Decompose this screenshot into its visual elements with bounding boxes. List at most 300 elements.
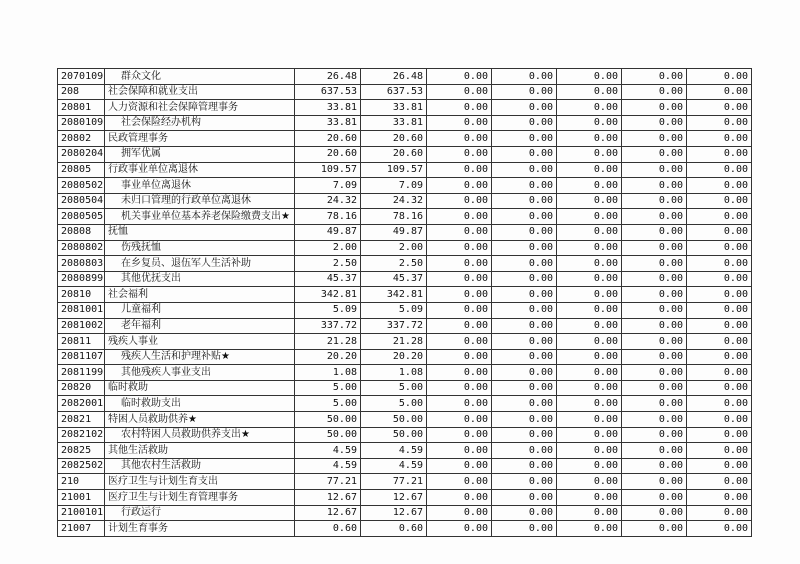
amount-cell: 0.00 xyxy=(492,318,557,334)
amount-cell: 0.00 xyxy=(557,287,622,303)
amount-cell: 0.00 xyxy=(427,380,492,396)
amount-cell: 2.50 xyxy=(295,256,361,272)
amount-cell: 0.00 xyxy=(557,224,622,240)
amount-cell: 0.00 xyxy=(557,302,622,318)
amount-cell: 0.00 xyxy=(427,100,492,116)
subject-code-cell: 2081002 xyxy=(58,318,105,334)
amount-cell: 0.00 xyxy=(427,349,492,365)
amount-cell: 50.00 xyxy=(361,427,427,443)
amount-cell: 0.60 xyxy=(295,521,361,537)
amount-cell: 342.81 xyxy=(361,287,427,303)
amount-cell: 49.87 xyxy=(361,224,427,240)
amount-cell: 5.00 xyxy=(361,380,427,396)
amount-cell: 0.00 xyxy=(687,380,752,396)
subject-code-cell: 2070109 xyxy=(58,69,105,85)
subject-name-cell: 群众文化 xyxy=(105,69,295,85)
amount-cell: 21.28 xyxy=(295,334,361,350)
amount-cell: 0.00 xyxy=(557,178,622,194)
subject-code-cell: 2080899 xyxy=(58,271,105,287)
amount-cell: 33.81 xyxy=(295,115,361,131)
table-row xyxy=(58,146,752,162)
amount-cell: 0.00 xyxy=(557,396,622,412)
table-row xyxy=(58,69,752,85)
subject-code-cell: 20811 xyxy=(58,334,105,350)
amount-cell: 0.00 xyxy=(687,412,752,428)
subject-code-cell: 2081199 xyxy=(58,365,105,381)
amount-cell: 24.32 xyxy=(295,193,361,209)
amount-cell: 0.00 xyxy=(492,287,557,303)
amount-cell: 0.00 xyxy=(687,365,752,381)
subject-name-cell: 社会福利 xyxy=(105,287,295,303)
subject-code-cell: 21007 xyxy=(58,521,105,537)
amount-cell: 0.00 xyxy=(622,427,687,443)
amount-cell: 0.00 xyxy=(427,443,492,459)
subject-code-cell: 2082102 xyxy=(58,427,105,443)
table-row xyxy=(58,131,752,147)
amount-cell: 0.00 xyxy=(492,427,557,443)
amount-cell: 0.00 xyxy=(622,146,687,162)
subject-name-cell: 其他优抚支出 xyxy=(105,271,295,287)
amount-cell: 0.00 xyxy=(687,318,752,334)
subject-code-cell: 2082001 xyxy=(58,396,105,412)
amount-cell: 0.00 xyxy=(557,474,622,490)
table-row xyxy=(58,318,752,334)
amount-cell: 0.00 xyxy=(492,505,557,521)
subject-code-cell: 2100101 xyxy=(58,505,105,521)
amount-cell: 0.00 xyxy=(492,131,557,147)
subject-code-cell: 210 xyxy=(58,474,105,490)
amount-cell: 0.00 xyxy=(622,521,687,537)
amount-cell: 0.00 xyxy=(687,146,752,162)
subject-name-cell: 机关事业单位基本养老保险缴费支出★ xyxy=(105,209,295,225)
amount-cell: 0.00 xyxy=(622,69,687,85)
amount-cell: 0.00 xyxy=(622,474,687,490)
table-row xyxy=(58,178,752,194)
table-row xyxy=(58,396,752,412)
amount-cell: 0.00 xyxy=(427,334,492,350)
table-row xyxy=(58,458,752,474)
subject-code-cell: 20810 xyxy=(58,287,105,303)
subject-code-cell: 2080803 xyxy=(58,256,105,272)
table-row xyxy=(58,224,752,240)
amount-cell: 0.00 xyxy=(427,240,492,256)
amount-cell: 0.00 xyxy=(427,131,492,147)
amount-cell: 0.00 xyxy=(687,271,752,287)
amount-cell: 26.48 xyxy=(295,69,361,85)
subject-name-cell: 儿童福利 xyxy=(105,302,295,318)
amount-cell: 0.00 xyxy=(622,318,687,334)
amount-cell: 0.00 xyxy=(687,505,752,521)
subject-code-cell: 2082502 xyxy=(58,458,105,474)
amount-cell: 4.59 xyxy=(295,458,361,474)
subject-name-cell: 农村特困人员救助供养支出★ xyxy=(105,427,295,443)
amount-cell: 0.00 xyxy=(622,162,687,178)
amount-cell: 20.60 xyxy=(361,146,427,162)
amount-cell: 20.60 xyxy=(361,131,427,147)
amount-cell: 0.00 xyxy=(687,427,752,443)
amount-cell: 77.21 xyxy=(361,474,427,490)
amount-cell: 33.81 xyxy=(295,100,361,116)
subject-code-cell: 20801 xyxy=(58,100,105,116)
amount-cell: 0.00 xyxy=(427,224,492,240)
amount-cell: 337.72 xyxy=(295,318,361,334)
amount-cell: 0.00 xyxy=(492,443,557,459)
amount-cell: 109.57 xyxy=(361,162,427,178)
amount-cell: 20.60 xyxy=(295,131,361,147)
amount-cell: 0.00 xyxy=(427,505,492,521)
amount-cell: 0.00 xyxy=(427,396,492,412)
subject-code-cell: 2080204 xyxy=(58,146,105,162)
amount-cell: 1.08 xyxy=(361,365,427,381)
amount-cell: 0.00 xyxy=(622,349,687,365)
subject-name-cell: 在乡复员、退伍军人生活补助 xyxy=(105,256,295,272)
subject-code-cell: 208 xyxy=(58,84,105,100)
subject-name-cell: 伤残抚恤 xyxy=(105,240,295,256)
amount-cell: 0.00 xyxy=(687,287,752,303)
amount-cell: 0.00 xyxy=(687,302,752,318)
subject-name-cell: 未归口管理的行政单位离退休 xyxy=(105,193,295,209)
amount-cell: 0.00 xyxy=(557,193,622,209)
subject-name-cell: 行政运行 xyxy=(105,505,295,521)
subject-name-cell: 行政事业单位离退休 xyxy=(105,162,295,178)
amount-cell: 0.00 xyxy=(427,256,492,272)
amount-cell: 0.00 xyxy=(492,100,557,116)
amount-cell: 0.00 xyxy=(492,115,557,131)
amount-cell: 0.00 xyxy=(557,256,622,272)
amount-cell: 0.00 xyxy=(622,115,687,131)
subject-code-cell: 20805 xyxy=(58,162,105,178)
amount-cell: 0.00 xyxy=(687,69,752,85)
table-row xyxy=(58,334,752,350)
amount-cell: 50.00 xyxy=(361,412,427,428)
amount-cell: 0.00 xyxy=(622,209,687,225)
subject-name-cell: 人力资源和社会保障管理事务 xyxy=(105,100,295,116)
table-row xyxy=(58,490,752,506)
amount-cell: 0.00 xyxy=(557,334,622,350)
amount-cell: 20.20 xyxy=(361,349,427,365)
amount-cell: 49.87 xyxy=(295,224,361,240)
subject-code-cell: 2081107 xyxy=(58,349,105,365)
table-row xyxy=(58,84,752,100)
subject-name-cell: 社会保障和就业支出 xyxy=(105,84,295,100)
amount-cell: 0.00 xyxy=(557,349,622,365)
table-row xyxy=(58,380,752,396)
amount-cell: 0.00 xyxy=(687,209,752,225)
amount-cell: 0.00 xyxy=(492,396,557,412)
amount-cell: 77.21 xyxy=(295,474,361,490)
amount-cell: 0.00 xyxy=(622,271,687,287)
amount-cell: 0.00 xyxy=(557,318,622,334)
amount-cell: 0.00 xyxy=(687,521,752,537)
subject-name-cell: 拥军优属 xyxy=(105,146,295,162)
amount-cell: 78.16 xyxy=(295,209,361,225)
amount-cell: 0.00 xyxy=(427,209,492,225)
amount-cell: 24.32 xyxy=(361,193,427,209)
amount-cell: 12.67 xyxy=(295,490,361,506)
amount-cell: 0.00 xyxy=(427,318,492,334)
table-row xyxy=(58,271,752,287)
subject-name-cell: 计划生育事务 xyxy=(105,521,295,537)
amount-cell: 0.00 xyxy=(622,240,687,256)
subject-code-cell: 20808 xyxy=(58,224,105,240)
amount-cell: 0.00 xyxy=(557,209,622,225)
amount-cell: 4.59 xyxy=(361,458,427,474)
amount-cell: 0.00 xyxy=(687,474,752,490)
subject-code-cell: 2080802 xyxy=(58,240,105,256)
table-row xyxy=(58,302,752,318)
amount-cell: 0.00 xyxy=(622,178,687,194)
amount-cell: 0.00 xyxy=(687,396,752,412)
amount-cell: 7.09 xyxy=(295,178,361,194)
subject-code-cell: 21001 xyxy=(58,490,105,506)
amount-cell: 0.00 xyxy=(687,334,752,350)
budget-table-body xyxy=(58,69,752,537)
subject-name-cell: 抚恤 xyxy=(105,224,295,240)
subject-name-cell: 其他农村生活救助 xyxy=(105,458,295,474)
amount-cell: 0.00 xyxy=(687,256,752,272)
subject-code-cell: 2080109 xyxy=(58,115,105,131)
amount-cell: 0.00 xyxy=(492,490,557,506)
amount-cell: 20.60 xyxy=(295,146,361,162)
amount-cell: 0.00 xyxy=(492,69,557,85)
amount-cell: 0.00 xyxy=(427,178,492,194)
amount-cell: 50.00 xyxy=(295,412,361,428)
amount-cell: 342.81 xyxy=(295,287,361,303)
table-row xyxy=(58,193,752,209)
amount-cell: 0.00 xyxy=(622,505,687,521)
amount-cell: 26.48 xyxy=(361,69,427,85)
subject-code-cell: 2081001 xyxy=(58,302,105,318)
amount-cell: 0.00 xyxy=(557,115,622,131)
amount-cell: 20.20 xyxy=(295,349,361,365)
amount-cell: 0.00 xyxy=(427,427,492,443)
subject-name-cell: 残疾人生活和护理补贴★ xyxy=(105,349,295,365)
amount-cell: 0.00 xyxy=(687,240,752,256)
subject-code-cell: 2080505 xyxy=(58,209,105,225)
amount-cell: 0.00 xyxy=(687,131,752,147)
subject-name-cell: 老年福利 xyxy=(105,318,295,334)
amount-cell: 0.00 xyxy=(492,224,557,240)
amount-cell: 0.00 xyxy=(687,349,752,365)
amount-cell: 0.00 xyxy=(427,287,492,303)
amount-cell: 0.00 xyxy=(492,412,557,428)
subject-name-cell: 特困人员救助供养★ xyxy=(105,412,295,428)
amount-cell: 0.00 xyxy=(557,365,622,381)
amount-cell: 0.00 xyxy=(492,302,557,318)
amount-cell: 0.00 xyxy=(622,131,687,147)
table-row xyxy=(58,287,752,303)
amount-cell: 0.00 xyxy=(492,380,557,396)
amount-cell: 0.00 xyxy=(492,521,557,537)
amount-cell: 0.00 xyxy=(687,162,752,178)
subject-code-cell: 20821 xyxy=(58,412,105,428)
amount-cell: 0.00 xyxy=(557,412,622,428)
subject-code-cell: 2080504 xyxy=(58,193,105,209)
amount-cell: 5.09 xyxy=(295,302,361,318)
amount-cell: 0.00 xyxy=(427,458,492,474)
table-row xyxy=(58,256,752,272)
amount-cell: 0.00 xyxy=(557,131,622,147)
amount-cell: 0.00 xyxy=(557,490,622,506)
amount-cell: 0.00 xyxy=(492,365,557,381)
amount-cell: 45.37 xyxy=(361,271,427,287)
amount-cell: 78.16 xyxy=(361,209,427,225)
amount-cell: 2.50 xyxy=(361,256,427,272)
subject-name-cell: 临时救助 xyxy=(105,380,295,396)
amount-cell: 12.67 xyxy=(361,490,427,506)
amount-cell: 0.00 xyxy=(622,100,687,116)
amount-cell: 0.00 xyxy=(687,458,752,474)
amount-cell: 5.00 xyxy=(361,396,427,412)
budget-table xyxy=(57,68,752,537)
amount-cell: 0.00 xyxy=(622,365,687,381)
subject-name-cell: 医疗卫生与计划生育管理事务 xyxy=(105,490,295,506)
amount-cell: 0.00 xyxy=(557,100,622,116)
amount-cell: 2.00 xyxy=(361,240,427,256)
subject-name-cell: 其他生活救助 xyxy=(105,443,295,459)
amount-cell: 2.00 xyxy=(295,240,361,256)
table-row xyxy=(58,100,752,116)
amount-cell: 21.28 xyxy=(361,334,427,350)
table-row xyxy=(58,521,752,537)
amount-cell: 0.00 xyxy=(492,474,557,490)
amount-cell: 0.00 xyxy=(687,443,752,459)
amount-cell: 0.00 xyxy=(557,458,622,474)
amount-cell: 337.72 xyxy=(361,318,427,334)
amount-cell: 1.08 xyxy=(295,365,361,381)
amount-cell: 0.00 xyxy=(557,443,622,459)
amount-cell: 0.00 xyxy=(427,521,492,537)
table-row xyxy=(58,240,752,256)
subject-name-cell: 民政管理事务 xyxy=(105,131,295,147)
subject-name-cell: 事业单位离退休 xyxy=(105,178,295,194)
amount-cell: 0.00 xyxy=(622,84,687,100)
amount-cell: 33.81 xyxy=(361,100,427,116)
amount-cell: 0.00 xyxy=(622,193,687,209)
amount-cell: 0.00 xyxy=(492,178,557,194)
amount-cell: 45.37 xyxy=(295,271,361,287)
table-row xyxy=(58,474,752,490)
amount-cell: 0.00 xyxy=(492,271,557,287)
amount-cell: 50.00 xyxy=(295,427,361,443)
amount-cell: 109.57 xyxy=(295,162,361,178)
table-row xyxy=(58,115,752,131)
amount-cell: 0.00 xyxy=(557,380,622,396)
subject-name-cell: 社会保险经办机构 xyxy=(105,115,295,131)
amount-cell: 0.00 xyxy=(427,69,492,85)
amount-cell: 12.67 xyxy=(295,505,361,521)
amount-cell: 0.00 xyxy=(427,115,492,131)
amount-cell: 0.00 xyxy=(622,412,687,428)
amount-cell: 5.00 xyxy=(295,380,361,396)
amount-cell: 0.00 xyxy=(557,505,622,521)
amount-cell: 0.00 xyxy=(492,162,557,178)
amount-cell: 0.00 xyxy=(492,349,557,365)
amount-cell: 0.00 xyxy=(557,427,622,443)
amount-cell: 0.00 xyxy=(427,365,492,381)
amount-cell: 0.00 xyxy=(622,334,687,350)
subject-code-cell: 20825 xyxy=(58,443,105,459)
table-row xyxy=(58,443,752,459)
amount-cell: 33.81 xyxy=(361,115,427,131)
amount-cell: 0.00 xyxy=(557,84,622,100)
amount-cell: 0.00 xyxy=(622,287,687,303)
amount-cell: 0.60 xyxy=(361,521,427,537)
amount-cell: 0.00 xyxy=(687,224,752,240)
amount-cell: 0.00 xyxy=(492,193,557,209)
amount-cell: 0.00 xyxy=(492,458,557,474)
amount-cell: 0.00 xyxy=(687,193,752,209)
amount-cell: 4.59 xyxy=(361,443,427,459)
table-row xyxy=(58,162,752,178)
table-row xyxy=(58,412,752,428)
amount-cell: 0.00 xyxy=(622,302,687,318)
amount-cell: 0.00 xyxy=(557,240,622,256)
amount-cell: 0.00 xyxy=(427,490,492,506)
amount-cell: 7.09 xyxy=(361,178,427,194)
amount-cell: 0.00 xyxy=(687,178,752,194)
amount-cell: 0.00 xyxy=(427,193,492,209)
amount-cell: 0.00 xyxy=(622,396,687,412)
subject-code-cell: 2080502 xyxy=(58,178,105,194)
amount-cell: 0.00 xyxy=(557,69,622,85)
amount-cell: 0.00 xyxy=(622,224,687,240)
subject-name-cell: 其他残疾人事业支出 xyxy=(105,365,295,381)
table-row xyxy=(58,505,752,521)
amount-cell: 0.00 xyxy=(557,271,622,287)
amount-cell: 4.59 xyxy=(295,443,361,459)
amount-cell: 0.00 xyxy=(557,146,622,162)
amount-cell: 0.00 xyxy=(492,84,557,100)
table-row xyxy=(58,427,752,443)
amount-cell: 0.00 xyxy=(427,146,492,162)
table-row xyxy=(58,365,752,381)
subject-code-cell: 20802 xyxy=(58,131,105,147)
table-row xyxy=(58,209,752,225)
table-row xyxy=(58,349,752,365)
amount-cell: 0.00 xyxy=(492,334,557,350)
amount-cell: 0.00 xyxy=(687,84,752,100)
subject-code-cell: 20820 xyxy=(58,380,105,396)
amount-cell: 0.00 xyxy=(492,146,557,162)
subject-name-cell: 临时救助支出 xyxy=(105,396,295,412)
amount-cell: 0.00 xyxy=(622,458,687,474)
amount-cell: 5.09 xyxy=(361,302,427,318)
amount-cell: 5.00 xyxy=(295,396,361,412)
amount-cell: 0.00 xyxy=(492,209,557,225)
subject-name-cell: 残疾人事业 xyxy=(105,334,295,350)
amount-cell: 0.00 xyxy=(427,84,492,100)
amount-cell: 637.53 xyxy=(295,84,361,100)
amount-cell: 0.00 xyxy=(492,256,557,272)
amount-cell: 0.00 xyxy=(427,271,492,287)
amount-cell: 0.00 xyxy=(557,521,622,537)
amount-cell: 0.00 xyxy=(687,490,752,506)
amount-cell: 637.53 xyxy=(361,84,427,100)
amount-cell: 0.00 xyxy=(687,100,752,116)
amount-cell: 0.00 xyxy=(492,240,557,256)
amount-cell: 0.00 xyxy=(622,256,687,272)
amount-cell: 0.00 xyxy=(622,380,687,396)
amount-cell: 0.00 xyxy=(427,162,492,178)
amount-cell: 0.00 xyxy=(427,412,492,428)
amount-cell: 0.00 xyxy=(557,162,622,178)
subject-name-cell: 医疗卫生与计划生育支出 xyxy=(105,474,295,490)
amount-cell: 0.00 xyxy=(427,474,492,490)
amount-cell: 0.00 xyxy=(687,115,752,131)
amount-cell: 12.67 xyxy=(361,505,427,521)
amount-cell: 0.00 xyxy=(622,490,687,506)
